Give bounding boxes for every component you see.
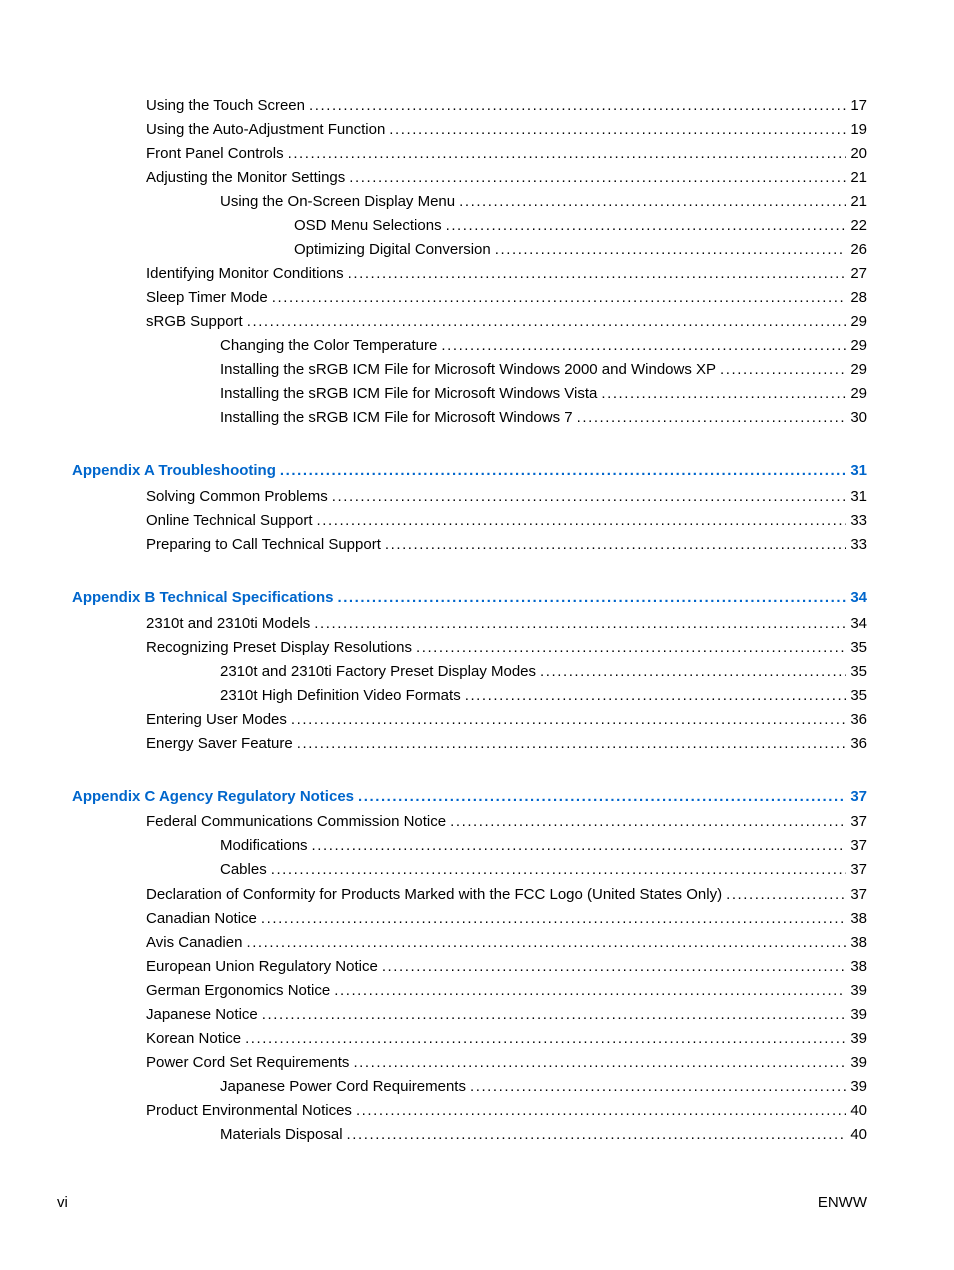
toc-entry-page: 38	[850, 910, 867, 927]
dot-leader	[726, 884, 846, 906]
toc-entry[interactable]	[220, 359, 867, 381]
toc-entry[interactable]	[146, 119, 867, 141]
dot-leader	[261, 908, 846, 930]
toc-entry[interactable]	[146, 510, 867, 532]
toc-entry[interactable]	[146, 167, 867, 189]
dot-leader	[271, 859, 847, 881]
toc-entry-title: Korean Notice	[146, 1030, 242, 1047]
toc-entry-page: 38	[850, 958, 867, 975]
toc-entry-page: 39	[850, 1006, 867, 1023]
toc-entry-title: 2310t and 2310ti Factory Preset Display Modes	[220, 663, 537, 680]
toc-entry-title: Materials Disposal	[220, 1126, 343, 1143]
toc-entry-title: Product Environmental Notices	[146, 1102, 352, 1119]
toc-entry-title: Federal Communications Commission Notice	[146, 813, 447, 830]
dot-leader	[720, 359, 846, 381]
dot-leader	[314, 613, 846, 635]
toc-entry-title: European Union Regulatory Notice	[146, 958, 378, 975]
toc-entry[interactable]	[146, 811, 867, 833]
toc-entry-title: Optimizing Digital Conversion	[294, 241, 491, 258]
toc-entry[interactable]	[146, 709, 867, 731]
toc-entry-page: 36	[850, 735, 867, 752]
dot-leader	[272, 287, 847, 309]
toc-entry-page: 21	[850, 169, 867, 186]
toc-entry-title: Energy Saver Feature	[146, 735, 293, 752]
dot-leader	[389, 119, 846, 141]
toc-entry-page: 29	[850, 313, 867, 330]
toc-entry-title: Appendix B Technical Specifications	[72, 589, 334, 606]
toc-entry-title: German Ergonomics Notice	[146, 982, 331, 999]
toc-entry[interactable]	[220, 835, 867, 857]
toc-entry-title: Adjusting the Monitor Settings	[146, 169, 346, 186]
toc-appendix-entry[interactable]	[72, 587, 867, 609]
toc-entry-page: 37	[850, 837, 867, 854]
dot-leader	[353, 1052, 846, 1074]
dot-leader	[495, 239, 847, 261]
toc-entry[interactable]	[146, 287, 867, 309]
dot-leader	[446, 215, 847, 237]
dot-leader	[385, 534, 846, 556]
toc-entry[interactable]	[146, 1004, 867, 1026]
toc-entry-page: 39	[850, 1030, 867, 1047]
toc-entry-page: 29	[850, 361, 867, 378]
toc-entry-page: 30	[850, 409, 867, 426]
toc-entry-page: 37	[850, 886, 867, 903]
toc-entry-title: 2310t High Definition Video Formats	[220, 687, 461, 704]
dot-leader	[337, 587, 846, 609]
toc-entry-page: 39	[850, 1078, 867, 1095]
toc-entry[interactable]	[294, 215, 867, 237]
dot-leader	[245, 1028, 846, 1050]
toc-entry-page: 28	[850, 289, 867, 306]
toc-entry[interactable]	[146, 1028, 867, 1050]
toc-entry[interactable]	[146, 932, 867, 954]
dot-leader	[465, 685, 847, 707]
toc-entry[interactable]	[220, 1076, 867, 1098]
toc-entry-title: Canadian Notice	[146, 910, 257, 927]
toc-entry-page: 29	[850, 337, 867, 354]
dot-leader	[470, 1076, 846, 1098]
toc-entry-title: Appendix C Agency Regulatory Notices	[72, 788, 354, 805]
toc-entry-page: 19	[850, 121, 867, 138]
toc-entry[interactable]	[146, 637, 867, 659]
toc-entry[interactable]	[220, 1124, 867, 1146]
toc-entry[interactable]	[146, 908, 867, 930]
page-number: vi	[57, 1194, 68, 1211]
toc-entry-page: 17	[850, 97, 867, 114]
toc-entry[interactable]	[220, 383, 867, 405]
dot-leader	[288, 143, 847, 165]
toc-entry-title: Modifications	[220, 837, 308, 854]
toc-entry-page: 31	[850, 488, 867, 505]
toc-entry[interactable]	[220, 191, 867, 213]
toc-entry[interactable]	[220, 859, 867, 881]
dot-leader	[332, 486, 847, 508]
dot-leader	[459, 191, 846, 213]
toc-entry[interactable]	[146, 980, 867, 1002]
toc-entry[interactable]	[146, 143, 867, 165]
dot-leader	[246, 932, 846, 954]
dot-leader	[280, 460, 846, 482]
toc-appendix-entry[interactable]	[72, 460, 867, 482]
toc-entry-title: sRGB Support	[146, 313, 243, 330]
toc-entry-page: 26	[850, 241, 867, 258]
toc-entry-page: 33	[850, 512, 867, 529]
dot-leader	[317, 510, 847, 532]
toc-entry-page: 21	[850, 193, 867, 210]
toc-entry-page: 40	[850, 1102, 867, 1119]
toc-entry-page: 22	[850, 217, 867, 234]
dot-leader	[347, 1124, 847, 1146]
dot-leader	[309, 95, 846, 117]
toc-entry-title: Japanese Notice	[146, 1006, 258, 1023]
toc-entry-title: Preparing to Call Technical Support	[146, 536, 381, 553]
toc-entry-title: Installing the sRGB ICM File for Microsoft Windows Vista	[220, 385, 598, 402]
dot-leader	[297, 733, 847, 755]
toc-entry-title: Avis Canadien	[146, 934, 243, 951]
dot-leader	[416, 637, 846, 659]
dot-leader	[291, 709, 846, 731]
toc-entry[interactable]	[146, 956, 867, 978]
toc-entry-title: Appendix A Troubleshooting	[72, 462, 276, 479]
toc-entry-page: 37	[850, 788, 867, 805]
toc-entry-title: Using the Auto-Adjustment Function	[146, 121, 386, 138]
toc-entry-page: 35	[850, 687, 867, 704]
toc-entry[interactable]	[294, 239, 867, 261]
toc-entry-title: Using the Touch Screen	[146, 97, 305, 114]
toc-entry-title: Power Cord Set Requirements	[146, 1054, 350, 1071]
dot-leader	[247, 311, 847, 333]
toc-entry-title: Cables	[220, 861, 267, 878]
toc-entry[interactable]	[220, 407, 867, 429]
toc-entry[interactable]	[146, 733, 867, 755]
toc-entry-page: 27	[850, 265, 867, 282]
toc-entry-title: Front Panel Controls	[146, 145, 284, 162]
dot-leader	[348, 263, 847, 285]
toc-entry[interactable]	[146, 884, 867, 906]
toc-entry-title: Identifying Monitor Conditions	[146, 265, 344, 282]
toc-entry-title: OSD Menu Selections	[294, 217, 442, 234]
toc-entry-title: Installing the sRGB ICM File for Microsoft Windows 7	[220, 409, 573, 426]
toc-entry-page: 35	[850, 663, 867, 680]
dot-leader	[441, 335, 846, 357]
toc-appendix-entry[interactable]	[72, 786, 867, 808]
dot-leader	[349, 167, 846, 189]
toc-entry[interactable]	[220, 685, 867, 707]
toc-entry[interactable]	[146, 534, 867, 556]
toc-entry-page: 31	[850, 462, 867, 479]
toc-entry[interactable]	[146, 613, 867, 635]
toc-entry-page: 35	[850, 639, 867, 656]
footer-label: ENWW	[817, 1194, 867, 1211]
toc-entry-title: Japanese Power Cord Requirements	[220, 1078, 466, 1095]
toc-entry-page: 38	[850, 934, 867, 951]
toc-entry[interactable]	[146, 486, 867, 508]
dot-leader	[601, 383, 846, 405]
toc-entry-page: 40	[850, 1126, 867, 1143]
toc-entry-title: Changing the Color Temperature	[220, 337, 438, 354]
dot-leader	[450, 811, 846, 833]
toc-entry-title: Solving Common Problems	[146, 488, 328, 505]
toc-entry-title: Using the On-Screen Display Menu	[220, 193, 456, 210]
toc-entry[interactable]	[146, 311, 867, 333]
toc-entry-page: 39	[850, 982, 867, 999]
dot-leader	[577, 407, 847, 429]
toc-entry-page: 39	[850, 1054, 867, 1071]
toc-entry-page: 33	[850, 536, 867, 553]
toc-entry-title: Sleep Timer Mode	[146, 289, 268, 306]
toc-entry-page: 34	[850, 589, 867, 606]
toc-entry-title: Installing the sRGB ICM File for Microsoft Windows 2000 and Windows XP	[220, 361, 717, 378]
dot-leader	[312, 835, 847, 857]
toc-entry-title: Recognizing Preset Display Resolutions	[146, 639, 412, 656]
toc-entry[interactable]	[146, 263, 867, 285]
toc-entry-title: Declaration of Conformity for Products Marked with the FCC Logo (United States Only)	[146, 886, 723, 903]
toc-entry-page: 37	[850, 861, 867, 878]
toc-entry-page: 37	[850, 813, 867, 830]
dot-leader	[358, 786, 846, 808]
toc-entry-page: 29	[850, 385, 867, 402]
toc-entry-page: 20	[850, 145, 867, 162]
dot-leader	[262, 1004, 847, 1026]
toc-entry[interactable]	[146, 1052, 867, 1074]
toc-entry-title: Entering User Modes	[146, 711, 287, 728]
dot-leader	[382, 956, 847, 978]
dot-leader	[334, 980, 846, 1002]
dot-leader	[540, 661, 846, 683]
toc-entry-page: 34	[850, 615, 867, 632]
toc-entry-title: 2310t and 2310ti Models	[146, 615, 311, 632]
toc-entry[interactable]	[220, 661, 867, 683]
toc-entry-page: 36	[850, 711, 867, 728]
toc-entry[interactable]	[146, 95, 867, 117]
toc-entry[interactable]	[220, 335, 867, 357]
toc-entry[interactable]	[146, 1100, 867, 1122]
dot-leader	[356, 1100, 846, 1122]
toc-entry-title: Online Technical Support	[146, 512, 313, 529]
